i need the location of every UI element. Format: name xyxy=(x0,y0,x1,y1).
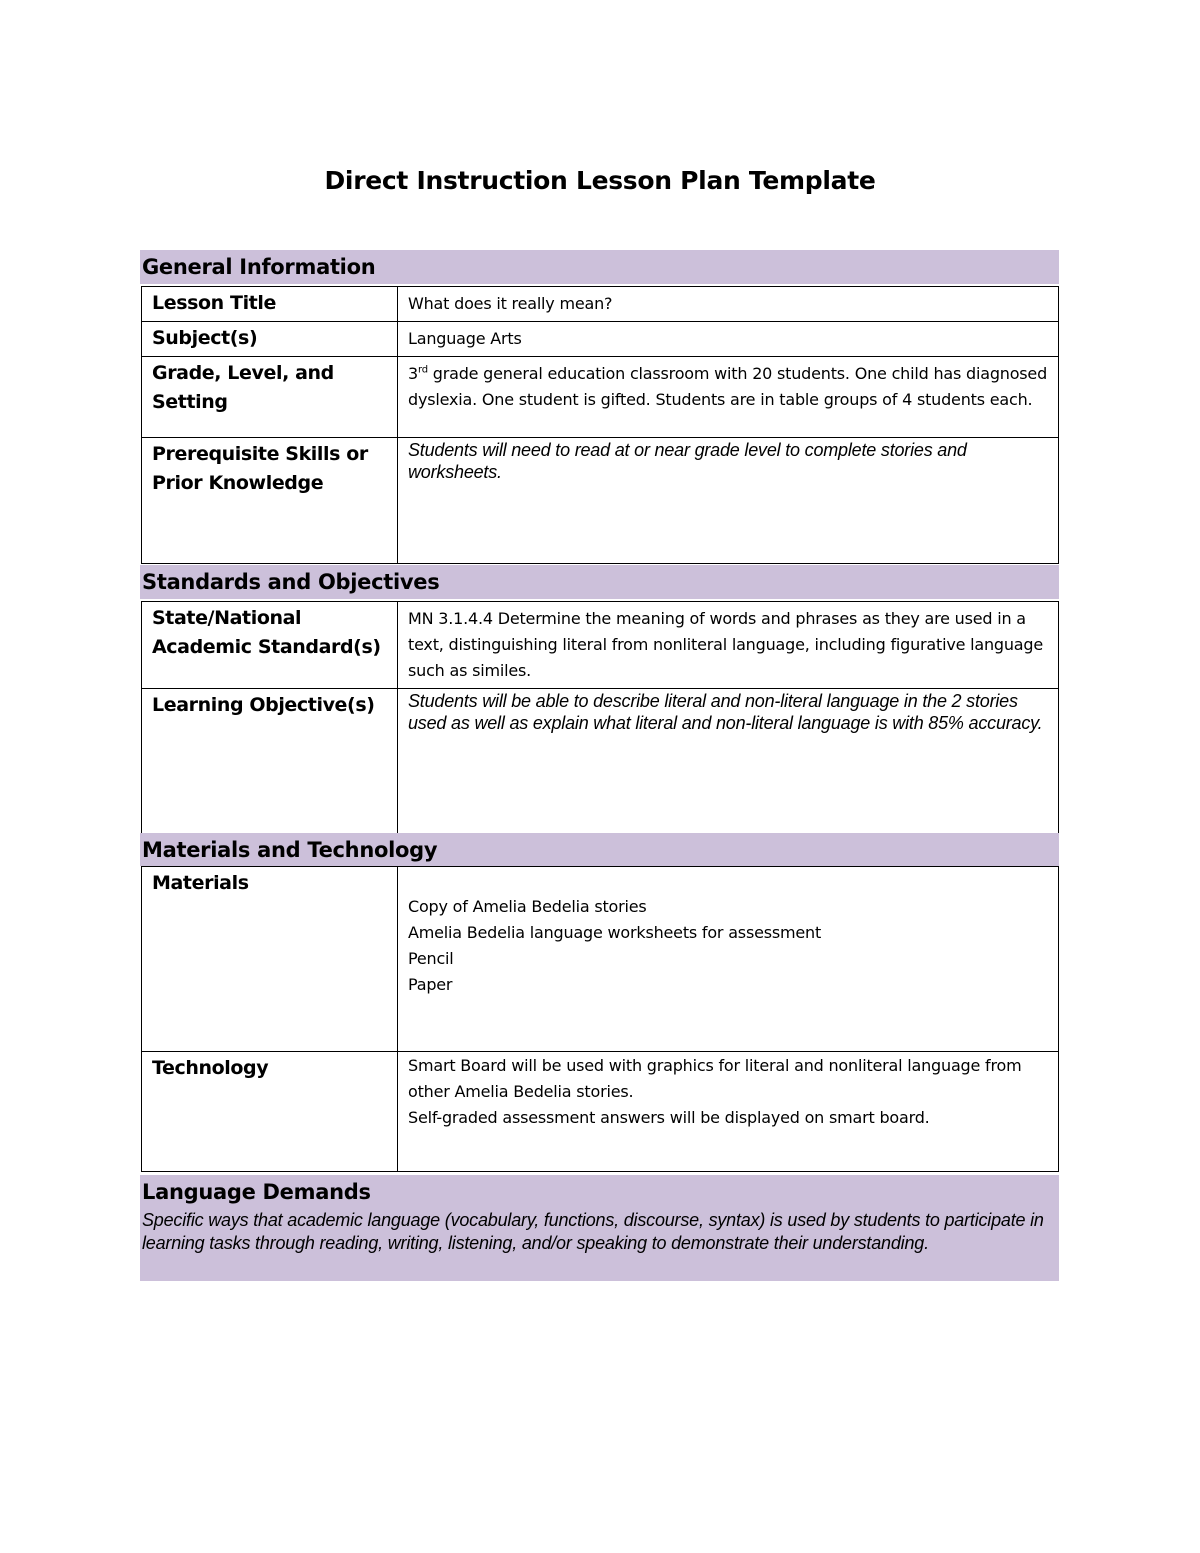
list-item: Self-graded assessment answers will be displayed on smart board. xyxy=(408,1108,930,1127)
grade-label: Grade, Level, and Setting xyxy=(142,357,398,438)
general-information-table xyxy=(141,286,1059,564)
table-row xyxy=(142,287,1059,322)
section-heading-standards-objectives: Standards and Objectives xyxy=(140,565,1059,599)
grade-number: 3 xyxy=(408,364,418,383)
section-heading-language-demands: Language Demands xyxy=(142,1180,371,1204)
list-item: Paper xyxy=(408,975,453,994)
materials-technology-table xyxy=(141,866,1059,1172)
subjects-value: Language Arts xyxy=(398,322,1059,357)
learning-objective-value: Students will be able to describe literal and non-literal language in the 2 stories used as well as explain what literal and non-literal language is with 85% accuracy. xyxy=(398,689,1059,834)
subjects-label: Subject(s) xyxy=(142,322,398,357)
materials-list xyxy=(398,867,1059,1052)
technology-list xyxy=(398,1052,1059,1172)
academic-standard-value: MN 3.1.4.4 Determine the meaning of words and phrases as they are used in a text, distinguishing literal from nonliteral language, including figurative language such as similes. xyxy=(398,602,1059,689)
grade-ordinal-suffix: rd xyxy=(417,364,428,376)
lesson-title-value: What does it really mean? xyxy=(398,287,1059,322)
table-row xyxy=(142,357,1059,438)
table-row xyxy=(142,602,1059,689)
table-row xyxy=(142,867,1059,1052)
prerequisite-label: Prerequisite Skills or Prior Knowledge xyxy=(142,438,398,564)
academic-standard-label: State/National Academic Standard(s) xyxy=(142,602,398,689)
grade-value xyxy=(398,357,1059,438)
page-title: Direct Instruction Lesson Plan Template xyxy=(324,166,876,195)
standards-objectives-table xyxy=(141,601,1059,834)
table-row xyxy=(142,438,1059,564)
list-item: Pencil xyxy=(408,949,454,968)
list-item: Copy of Amelia Bedelia stories xyxy=(408,897,647,916)
table-row xyxy=(142,322,1059,357)
table-row xyxy=(142,689,1059,834)
learning-objective-label: Learning Objective(s) xyxy=(142,689,398,834)
lesson-title-label: Lesson Title xyxy=(142,287,398,322)
materials-label: Materials xyxy=(142,867,398,1052)
list-item: Amelia Bedelia language worksheets for assessment xyxy=(408,923,822,942)
list-item: Smart Board will be used with graphics for literal and nonliteral language from other Amelia Bedelia stories. xyxy=(408,1056,1022,1101)
table-row xyxy=(142,1052,1059,1172)
grade-value-text: grade general education classroom with 20 students. One child has diagnosed dyslexia. One student is gifted. Students are in table groups of 4 students each. xyxy=(408,364,1048,409)
language-demands-description: Specific ways that academic language (vocabulary, functions, discourse, syntax) is used by students to participate in learning tasks through reading, writing, listening, and/or speaking to demonstrate their understanding. xyxy=(142,1210,1044,1253)
prerequisite-value: Students will need to read at or near grade level to complete stories and worksheets. xyxy=(398,438,1059,564)
section-heading-materials-technology: Materials and Technology xyxy=(140,833,1059,866)
technology-label: Technology xyxy=(142,1052,398,1172)
section-language-demands xyxy=(140,1175,1059,1281)
section-heading-general-information: General Information xyxy=(140,250,1059,284)
